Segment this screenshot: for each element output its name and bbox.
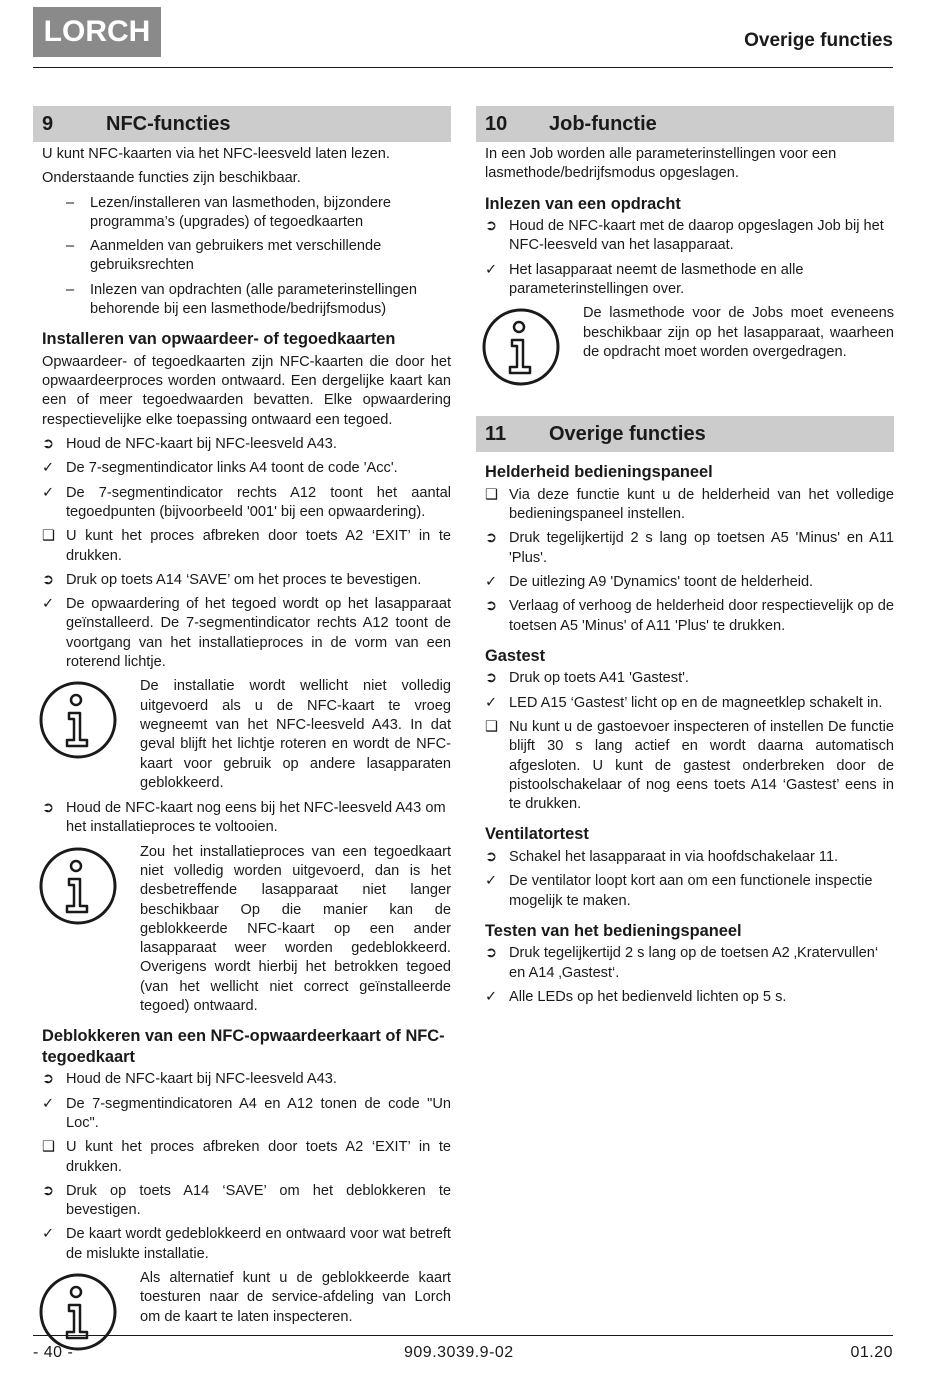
info-note [42,843,451,1017]
result-step [485,573,894,592]
check-result-icon: ✓ [485,261,498,278]
info-note [485,304,894,388]
step-text: Via deze functie kunt u de helderheid van het volledige bedieningspaneel instellen. [509,486,894,523]
action-step [485,597,894,636]
right-column [476,106,894,1012]
step-text: De 7-segmentindicatoren A4 en A12 tonen de code "Un Loc". [66,1095,451,1131]
subheading: Helderheid bedieningspaneel [485,463,713,482]
checkbox-option-icon: ❑ [485,486,499,503]
arrow-action-icon: ➲ [485,945,498,962]
arrow-action-icon: ➲ [42,571,55,588]
subheading: Gastest [485,646,546,665]
result-step [42,1225,451,1264]
step-text: De 7-segmentindicator rechts A12 toont het aantal tegoedpunten (bijvoorbeeld '001' bij een opwaardering). [66,484,451,520]
step-text: De ventilator loopt kort aan om een functionele inspectie mogelijk te maken. [509,873,873,909]
check-result-icon: ✓ [42,484,55,501]
paragraph: Opwaardeer- of tegoedkaarten zijn NFC-kaarten die door het opwaardeerproces worden ontwaard. Een dergelijke kaart kan een of meer tegoedwaarden bevatten. Elke opwaardering respectievelijke elke toepassing ontwaard een tegoed. [42,353,451,428]
footer-divider [33,1335,893,1336]
action-step [42,799,451,838]
subheading: Installeren van opwaardeer- of tegoedkaarten [42,330,396,349]
check-result-icon: ✓ [485,573,498,590]
paragraph: Onderstaande functies zijn beschikbaar. [42,170,301,187]
action-step [42,571,451,590]
step-text: Houd de NFC-kaart bij NFC-leesveld A43. [66,1071,337,1088]
section-number: 10 [485,113,508,135]
step-text: U kunt het proces afbreken door toets A2 ‘EXIT’ in te drukken. [66,528,451,564]
step-text: Schakel het lasapparaat in via hoofdschakelaar 11. [509,848,839,865]
section-title: Overige functies [549,423,706,446]
arrow-action-icon: ➲ [42,1182,55,1199]
paragraph: In een Job worden alle parameterinstellingen voor een lasmethode/bedrijfsmodus opgeslagen. [485,146,837,182]
section-11-content [476,462,894,1007]
check-result-icon: ✓ [485,873,498,890]
action-step [42,1182,451,1221]
arrow-action-icon: ➲ [42,436,55,453]
result-step [42,459,451,478]
check-result-icon: ✓ [485,694,498,711]
subheading: Ventilatortest [485,825,589,844]
arrow-action-icon: ➲ [485,670,498,687]
info-note [42,677,451,793]
result-step [42,595,451,672]
step-text: Druk op toets A14 ‘SAVE’ om het proces te bevestigen. [66,571,422,588]
action-step [42,1070,451,1089]
step-text: De opwaardering of het tegoed wordt op het lasapparaat geïnstalleerd. De 7-segmentindicator rechts A12 toont de voortgang van het installatieproces in de vorm van een roterend lichtje. [66,596,451,671]
action-step [485,848,894,867]
check-result-icon: ✓ [485,988,498,1005]
step-text: LED A15 ‘Gastest’ licht op en de magneetklep schakelt in. [509,694,883,711]
list-item-text: Aanmelden van gebruikers met verschillende gebruiksrechten [90,238,382,274]
info-circle-icon [38,846,118,926]
step-text: Het lasapparaat neemt de lasmethode en alle parameterinstellingen over. [509,261,804,297]
lorch-logo: LORCH [33,7,161,57]
action-step [485,217,894,256]
page-number: - 40 - [33,1344,74,1361]
note-text: De lasmethode voor de Jobs moet eveneens beschikbaar zijn op het lasapparaat, waarheen de opdracht moet worden overgedragen. [583,305,894,360]
step-text: Druk tegelijkertijd 2 s lang op toetsen A5 'Minus' en A11 'Plus'. [509,530,894,566]
arrow-action-icon: ➲ [485,598,498,615]
section-11-heading [476,416,894,452]
action-step [485,944,894,983]
section-10-content [476,145,894,388]
section-9-heading [33,106,451,142]
step-text: Druk op toets A14 ‘SAVE’ om het deblokkeren te bevestigen. [66,1182,451,1219]
result-step [485,988,894,1007]
checkbox-option-icon: ❑ [42,528,56,545]
arrow-action-icon: ➲ [42,1071,55,1088]
step-text: Houd de NFC-kaart bij NFC-leesveld A43. [66,436,337,453]
result-step [485,872,894,911]
header-divider [33,67,893,68]
section-10-heading [476,106,894,142]
list-item [42,237,451,276]
check-result-icon: ✓ [42,460,55,477]
arrow-action-icon: ➲ [485,530,498,547]
step-text: Druk op toets A41 'Gastest'. [509,670,689,687]
section-title: NFC-functies [106,113,231,135]
subheading: Inlezen van een opdracht [485,194,681,213]
info-circle-icon [481,307,561,387]
result-step [485,694,894,713]
note-text: Zou het installatieproces van een tegoedkaart niet volledig worden uitgevoerd, dan is het desbetreffende lasapparaat niet langer beschikbaar Op die manier kan de geblokkeerde NFC-kaart op een ander lasapparaat weer worden gedeblokkeerd. Overigens wordt hierbij het betrokken tegoed (van het wellicht niet correct geïnstalleerde tegoed) ontwaard. [140,843,451,1015]
dash-bullet-icon: – [66,238,75,255]
action-step [485,669,894,688]
step-text: Druk tegelijkertijd 2 s lang op de toetsen A2 ‚Kratervullen‘ en A14 ‚Gastest‘. [509,945,879,981]
option-step [42,527,451,566]
check-result-icon: ✓ [42,596,55,613]
action-step [485,529,894,568]
result-step [485,261,894,300]
section-number: 9 [42,113,54,135]
list-item-text: Lezen/installeren van lasmethoden, bijzondere programma’s (upgrades) of tegoedkaarten [90,194,391,230]
info-circle-icon [38,680,118,760]
arrow-action-icon: ➲ [485,848,498,865]
step-text: De kaart wordt gedeblokkeerd en ontwaard voor wat betreft de mislukte installatie. [66,1226,451,1262]
page-header-title: Overige functies [744,30,893,51]
section-9-content [33,145,451,1353]
step-text: De 7-segmentindicator links A4 toont de code 'Acc'. [66,460,398,477]
checkbox-option-icon: ❑ [42,1139,56,1156]
info-circle-icon [38,1272,118,1352]
option-step [42,1138,451,1177]
checkbox-option-icon: ❑ [485,718,499,735]
info-note [42,1269,451,1353]
step-text: Houd de NFC-kaart nog eens bij het NFC-leesveld A43 om het installatieproces te voltooien. [66,800,446,836]
check-result-icon: ✓ [42,1095,55,1112]
result-step [42,484,451,523]
left-column [33,106,451,1359]
dash-bullet-icon: – [66,281,75,298]
step-text: De uitlezing A9 'Dynamics' toont de helderheid. [509,573,814,590]
subheading: Deblokkeren van een NFC-opwaardeerkaart of NFC-tegoedkaart [42,1027,445,1066]
option-step [485,718,894,814]
paragraph: U kunt NFC-kaarten via het NFC-leesveld laten lezen. [42,146,390,162]
list-item [42,281,451,320]
arrow-action-icon: ➲ [485,218,498,235]
list-item [42,194,451,233]
subheading: Testen van het bedieningspaneel [485,921,742,940]
section-number: 11 [485,423,507,446]
document-date: 01.20 [850,1344,893,1361]
step-text: Houd de NFC-kaart met de daarop opgeslagen Job bij het NFC-leesveld van het lasapparaat. [509,218,884,254]
result-step [42,1095,451,1134]
option-step [485,486,894,525]
step-text: Nu kunt u de gastoevoer inspecteren of instellen De functie blijft 30 s lang actief en wordt daarna automatisch afgesloten. U kunt de gastest onderbreken door de pistoolschakelaar of nog eens toets A14 ‘Gastest’ eens in te drukken. [509,718,894,813]
note-text: De installatie wordt wellicht niet volledig uitgevoerd als u de NFC-kaart te vroeg wegneemt van het NFC-leesveld A43. In dat geval blijft het lichtje roteren en wordt de NFC-kaart voor gebruik op andere lasapparaten geblokkeerd. [140,678,451,791]
step-text: U kunt het proces afbreken door toets A2 ‘EXIT’ in te drukken. [66,1139,451,1175]
step-text: Alle LEDs op het bedienveld lichten op 5 s. [509,988,787,1005]
dash-bullet-icon: – [66,194,75,211]
document-number: 909.3039.9-02 [404,1344,514,1361]
check-result-icon: ✓ [42,1226,55,1243]
list-item-text: Inlezen van opdrachten (alle parameterinstellingen behorende bij een lasmethode/bedrijfsmodus) [90,281,417,318]
note-text: Als alternatief kunt u de geblokkeerde kaart toesturen naar de service-afdeling van Lorch om de kaart te laten inspecteren. [140,1270,451,1325]
arrow-action-icon: ➲ [42,800,55,817]
dash-list [42,194,451,320]
step-text: Verlaag of verhoog de helderheid door respectievelijk op de toetsen A5 'Minus' of A11 'Plus' te drukken. [509,598,894,634]
section-title: Job-functie [549,113,657,135]
action-step [42,435,451,454]
